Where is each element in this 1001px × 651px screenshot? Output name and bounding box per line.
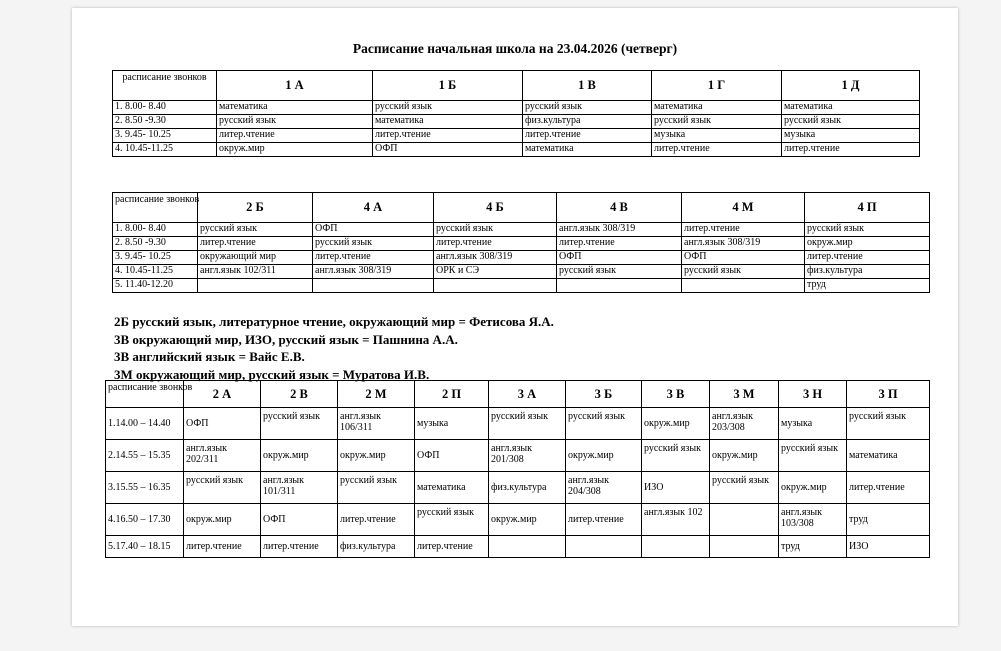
lesson-cell: окруж.мир — [217, 143, 373, 157]
lesson-cell: русский язык — [313, 237, 434, 251]
lesson-cell: русский язык — [710, 472, 779, 504]
lesson-cell: труд — [779, 536, 847, 558]
lesson-time-cell: 3. 9.45- 10.25 — [113, 129, 217, 143]
table-row — [106, 536, 930, 558]
lesson-cell: литер.чтение — [338, 504, 415, 536]
lesson-cell: русский язык — [415, 504, 489, 536]
lesson-cell: литер.чтение — [805, 251, 930, 265]
table-row — [113, 143, 920, 157]
lesson-cell: математика — [373, 115, 523, 129]
lesson-cell: литер.чтение — [782, 143, 920, 157]
table-row — [113, 265, 930, 279]
lesson-cell — [557, 279, 682, 293]
lesson-time-cell: 1. 8.00- 8.40 — [113, 101, 217, 115]
lesson-cell: англ.язык 203/308 — [710, 408, 779, 440]
lesson-cell — [198, 279, 313, 293]
table-row — [113, 251, 930, 265]
lesson-cell: литер.чтение — [184, 536, 261, 558]
class-header: 4 П — [805, 193, 930, 223]
lesson-cell: окруж.мир — [489, 504, 566, 536]
lesson-cell: ОФП — [313, 223, 434, 237]
lesson-cell: русский язык — [682, 265, 805, 279]
class-header: 3 В — [642, 381, 710, 408]
lesson-time-cell: 5.17.40 – 18.15 — [106, 536, 184, 558]
table-row — [113, 223, 930, 237]
lesson-cell: русский язык — [434, 223, 557, 237]
lesson-cell — [642, 536, 710, 558]
lesson-cell: русский язык — [184, 472, 261, 504]
lesson-cell: англ.язык 201/308 — [489, 440, 566, 472]
lesson-cell — [489, 536, 566, 558]
class-header: 1 Д — [782, 71, 920, 101]
note-line: 3М окружающий мир, русский язык = Муратова И.В. — [114, 366, 430, 382]
lesson-cell: окруж.мир — [184, 504, 261, 536]
lesson-cell: русский язык — [566, 408, 642, 440]
lesson-cell: англ.язык 102 — [642, 504, 710, 536]
lesson-time-cell: 3.15.55 – 16.35 — [106, 472, 184, 504]
page-title: Расписание начальная школа на 23.04.2026 (четверг) — [352, 41, 678, 56]
lesson-cell: англ.язык 204/308 — [566, 472, 642, 504]
lesson-cell: окруж.мир — [805, 237, 930, 251]
class-header: 2 П — [415, 381, 489, 408]
class-header: 4 А — [313, 193, 434, 223]
class-header: 3 Н — [779, 381, 847, 408]
schedule-table-1 — [112, 70, 920, 157]
lesson-cell: труд — [847, 504, 930, 536]
lesson-time-cell: 4. 10.45-11.25 — [113, 143, 217, 157]
lesson-cell: окруж.мир — [566, 440, 642, 472]
lesson-cell: англ.язык 308/319 — [434, 251, 557, 265]
lesson-cell: труд — [805, 279, 930, 293]
header-row — [113, 71, 920, 101]
table-row — [106, 440, 930, 472]
lesson-cell: ОФП — [557, 251, 682, 265]
lesson-cell: математика — [652, 101, 782, 115]
class-header: 1 В — [523, 71, 652, 101]
lesson-cell: окруж.мир — [710, 440, 779, 472]
lesson-cell: литер.чтение — [523, 129, 652, 143]
lesson-cell: окружающий мир — [198, 251, 313, 265]
lesson-cell — [434, 279, 557, 293]
lesson-cell: англ.язык 103/308 — [779, 504, 847, 536]
lesson-cell: русский язык — [557, 265, 682, 279]
table-row — [113, 101, 920, 115]
lesson-time-cell: 5. 11.40-12.20 — [113, 279, 198, 293]
class-header: 2 М — [338, 381, 415, 408]
lesson-cell: русский язык — [373, 101, 523, 115]
class-header: 2 А — [184, 381, 261, 408]
class-header: 2 В — [261, 381, 338, 408]
lesson-cell: литер.чтение — [557, 237, 682, 251]
note-line: 3В окружающий мир, ИЗО, русский язык = Пашнина А.А. — [114, 331, 458, 347]
class-header: 3 П — [847, 381, 930, 408]
lesson-cell: математика — [217, 101, 373, 115]
lesson-cell: русский язык — [642, 440, 710, 472]
class-header: 4 В — [557, 193, 682, 223]
lesson-cell: ИЗО — [847, 536, 930, 558]
class-header: 1 Б — [373, 71, 523, 101]
lesson-cell: русский язык — [338, 472, 415, 504]
class-header: 1 А — [217, 71, 373, 101]
teacher-notes — [114, 313, 554, 383]
lesson-cell: математика — [415, 472, 489, 504]
lesson-cell: окруж.мир — [642, 408, 710, 440]
lesson-cell — [710, 536, 779, 558]
lesson-cell: литер.чтение — [313, 251, 434, 265]
lesson-cell: ОФП — [373, 143, 523, 157]
lesson-cell: англ.язык 308/319 — [557, 223, 682, 237]
lesson-cell: англ.язык 202/311 — [184, 440, 261, 472]
lesson-cell: математика — [847, 440, 930, 472]
document-page — [72, 8, 958, 626]
lesson-cell: литер.чтение — [261, 536, 338, 558]
lesson-cell: ОФП — [261, 504, 338, 536]
lesson-cell: математика — [782, 101, 920, 115]
class-header: 3 М — [710, 381, 779, 408]
lesson-cell: ОФП — [415, 440, 489, 472]
lesson-cell: ОФП — [184, 408, 261, 440]
lesson-cell: ОФП — [682, 251, 805, 265]
lesson-time-cell: 3. 9.45- 10.25 — [113, 251, 198, 265]
lesson-cell — [566, 536, 642, 558]
lesson-cell: литер.чтение — [682, 223, 805, 237]
lesson-cell: физ.культура — [338, 536, 415, 558]
lesson-cell: англ.язык 308/319 — [682, 237, 805, 251]
lesson-time-cell: 4.16.50 – 17.30 — [106, 504, 184, 536]
lesson-cell: музыка — [652, 129, 782, 143]
lesson-cell: литер.чтение — [415, 536, 489, 558]
header-row — [106, 381, 930, 408]
lesson-cell: литер.чтение — [652, 143, 782, 157]
note-line: 3В английский язык = Вайс Е.В. — [114, 349, 305, 364]
class-header: 2 Б — [198, 193, 313, 223]
lesson-cell: русский язык — [261, 408, 338, 440]
class-header: 1 Г — [652, 71, 782, 101]
lesson-cell: литер.чтение — [217, 129, 373, 143]
lesson-time-cell: 2.14.55 – 15.35 — [106, 440, 184, 472]
lesson-cell: русский язык — [652, 115, 782, 129]
lesson-cell: физ.культура — [489, 472, 566, 504]
lesson-time-cell: 2. 8.50 -9.30 — [113, 237, 198, 251]
lesson-cell: англ.язык 102/311 — [198, 265, 313, 279]
lesson-cell: ОРК и СЭ — [434, 265, 557, 279]
lesson-cell: русский язык — [847, 408, 930, 440]
lesson-time-cell: 1.14.00 – 14.40 — [106, 408, 184, 440]
lesson-cell: физ.культура — [805, 265, 930, 279]
table-row — [106, 504, 930, 536]
lesson-cell: музыка — [779, 408, 847, 440]
lesson-cell — [710, 504, 779, 536]
lesson-cell: русский язык — [217, 115, 373, 129]
table-row — [113, 237, 930, 251]
table-row — [113, 129, 920, 143]
lesson-cell: музыка — [415, 408, 489, 440]
class-header: 3 Б — [566, 381, 642, 408]
lesson-cell: математика — [523, 143, 652, 157]
table-row — [106, 472, 930, 504]
lesson-cell: литер.чтение — [566, 504, 642, 536]
table-row — [113, 279, 930, 293]
lesson-cell: англ.язык 101/311 — [261, 472, 338, 504]
lesson-cell: англ.язык 308/319 — [313, 265, 434, 279]
bell-schedule-header: расписание звонков — [113, 71, 217, 101]
lesson-cell: музыка — [782, 129, 920, 143]
lesson-cell: ИЗО — [642, 472, 710, 504]
lesson-cell: русский язык — [779, 440, 847, 472]
lesson-cell: литер.чтение — [373, 129, 523, 143]
lesson-cell: литер.чтение — [847, 472, 930, 504]
lesson-cell: англ.язык 106/311 — [338, 408, 415, 440]
lesson-cell: русский язык — [198, 223, 313, 237]
lesson-cell — [313, 279, 434, 293]
class-header: 4 М — [682, 193, 805, 223]
lesson-cell: русский язык — [782, 115, 920, 129]
lesson-time-cell: 2. 8.50 -9.30 — [113, 115, 217, 129]
header-row — [113, 193, 930, 223]
schedule-table-2 — [112, 192, 930, 293]
bell-schedule-header: расписание звонков — [113, 193, 198, 223]
bell-schedule-header: расписание звонков — [106, 381, 184, 408]
lesson-cell — [682, 279, 805, 293]
class-header: 3 А — [489, 381, 566, 408]
lesson-time-cell: 4. 10.45-11.25 — [113, 265, 198, 279]
lesson-cell: физ.культура — [523, 115, 652, 129]
schedule-table-3 — [105, 380, 930, 558]
lesson-cell: литер.чтение — [198, 237, 313, 251]
lesson-cell: русский язык — [489, 408, 566, 440]
lesson-cell: литер.чтение — [434, 237, 557, 251]
class-header: 4 Б — [434, 193, 557, 223]
table-row — [106, 408, 930, 440]
lesson-cell: окруж.мир — [261, 440, 338, 472]
lesson-cell: окруж.мир — [779, 472, 847, 504]
lesson-time-cell: 1. 8.00- 8.40 — [113, 223, 198, 237]
table-row — [113, 115, 920, 129]
lesson-cell: русский язык — [523, 101, 652, 115]
lesson-cell: окруж.мир — [338, 440, 415, 472]
note-line: 2Б русский язык, литературное чтение, окружающий мир = Фетисова Я.А. — [114, 314, 554, 329]
lesson-cell: русский язык — [805, 223, 930, 237]
